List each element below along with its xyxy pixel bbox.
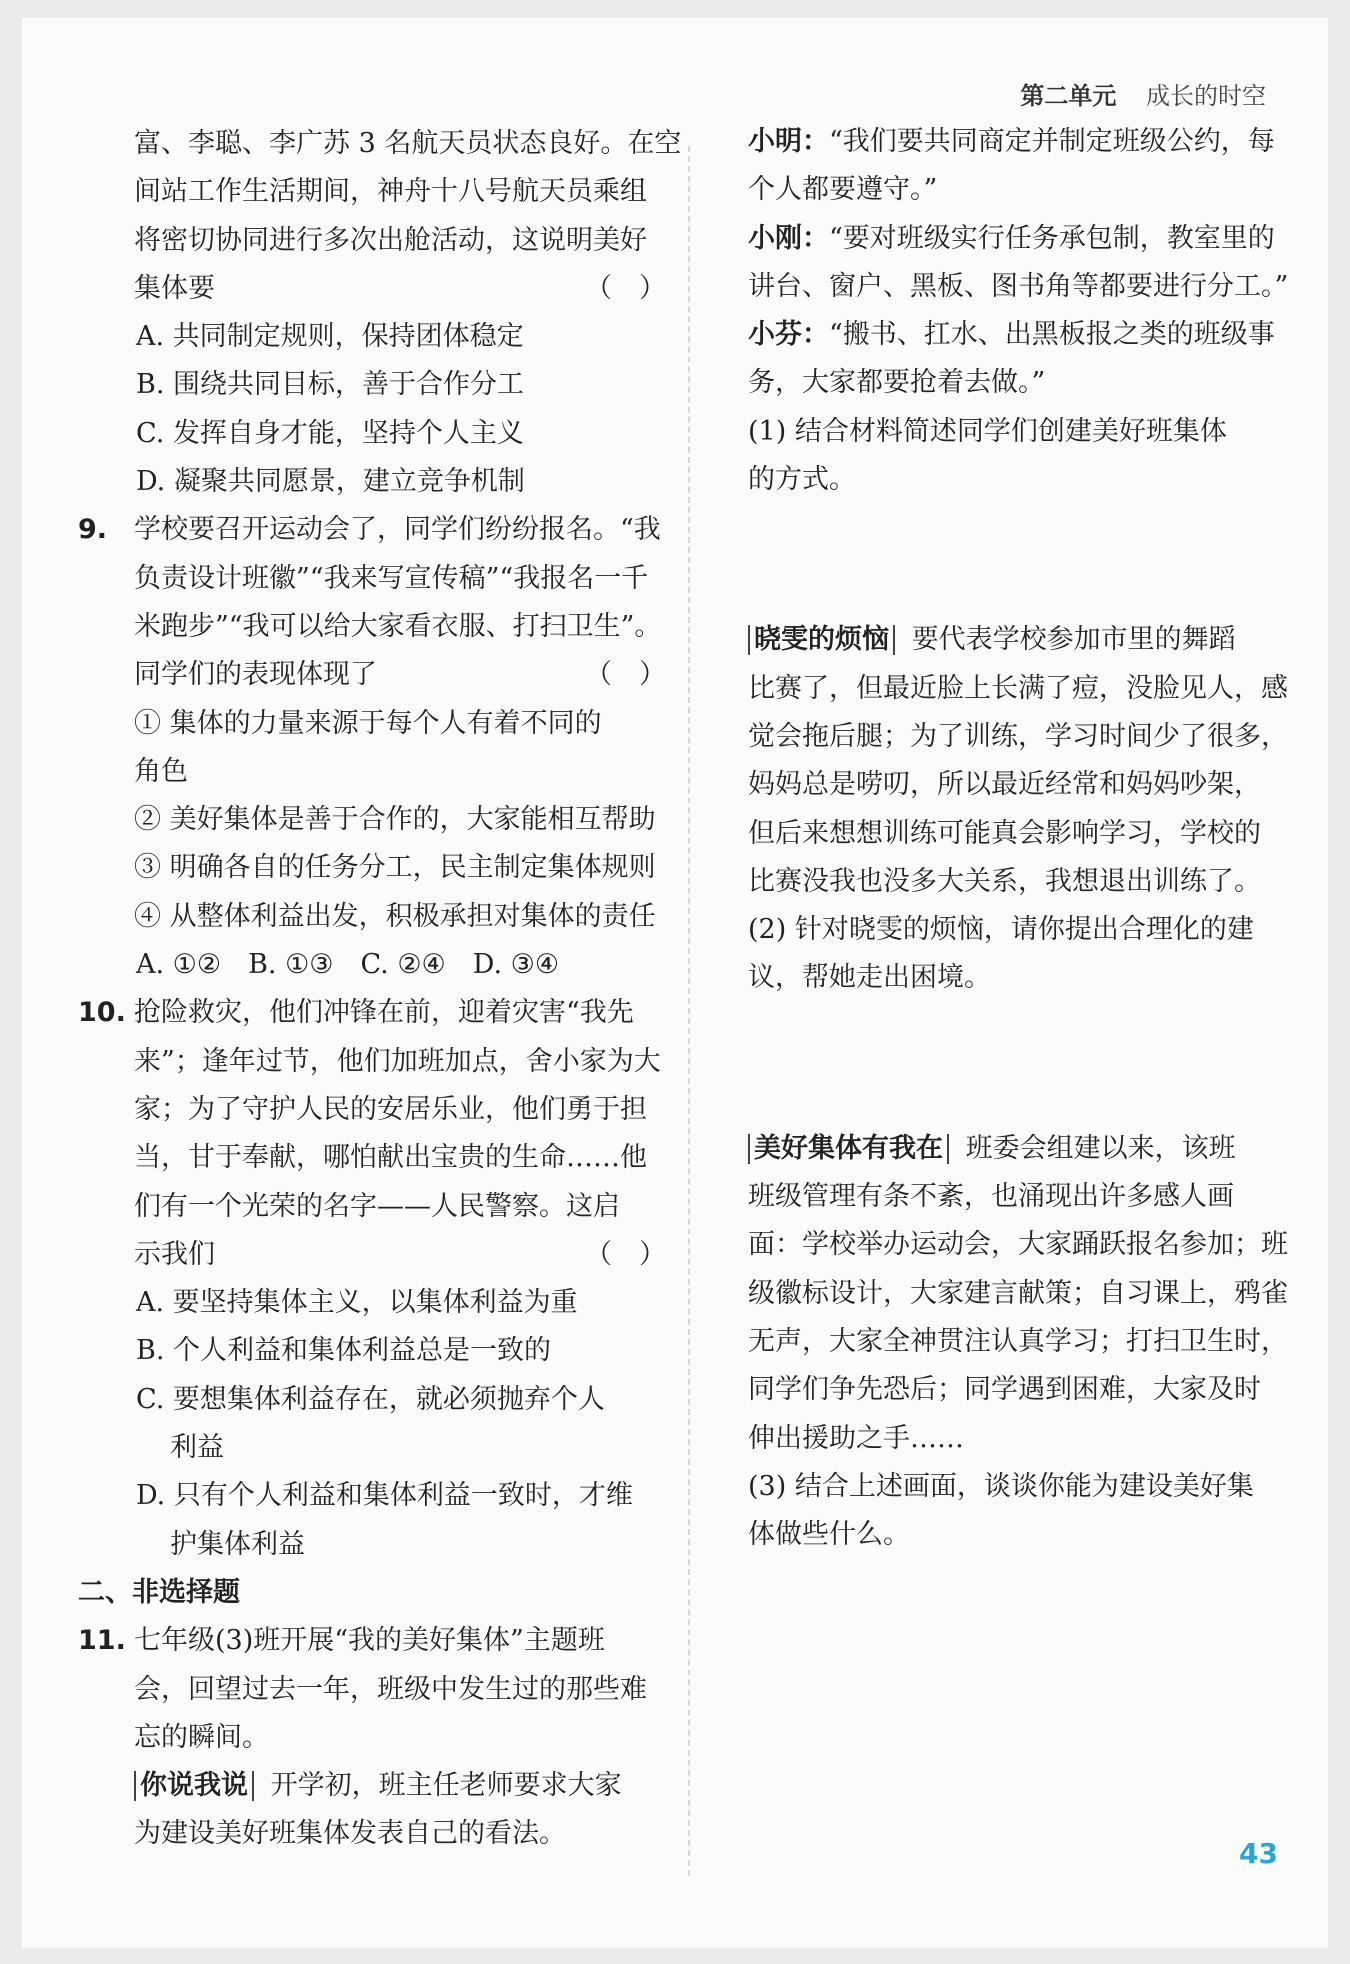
q8-line: 间站工作生活期间，神舟十八号航天员乘组 <box>134 176 647 208</box>
q9-statement: ① 集体的力量来源于每个人有着不同的 <box>134 707 602 739</box>
answer-parentheses[interactable]: （ ） <box>585 659 666 691</box>
q8-option-a: A. 共同制定规则，保持团体稳定 <box>136 321 524 353</box>
q10-option-c: C. 要想集体利益存在，就必须抛弃个人 <box>136 1383 605 1415</box>
sub-question-1: (1) 结合材料简述同学们创建美好班集体 <box>748 415 1227 447</box>
q9-line: 同学们的表现体现了 <box>134 659 377 691</box>
answer-parentheses[interactable]: （ ） <box>585 1238 666 1270</box>
q11-line: 忘的瞬间。 <box>134 1721 269 1753</box>
collective-text: 班委会组建以来，该班 <box>965 1132 1236 1164</box>
xiaowen-text: 但后来想想训练可能真会影响学习，学校的 <box>748 817 1261 849</box>
answer-space[interactable] <box>748 504 1293 616</box>
dialog-line <box>748 215 1293 263</box>
xiaowen-text: 妈妈总是唠叨，所以最近经常和妈妈吵架， <box>748 769 1261 801</box>
q10-line-first <box>78 989 666 1037</box>
xiaowen-block <box>748 616 1293 906</box>
section-tag-ni-shuo-wo-shuo: 你说我说 <box>134 1771 254 1801</box>
sub-question-3: (3) 结合上述画面，谈谈你能为建设美好集 <box>748 1470 1254 1502</box>
q10-line: 家；为了守护人民的安居乐业，他们勇于担 <box>134 1093 647 1125</box>
q10-line: 抢险救灾，他们冲锋在前，迎着灾害“我先 <box>134 997 634 1029</box>
sub-question-2: (2) 针对晓雯的烦恼，请你提出合理化的建 <box>748 914 1254 946</box>
q11-line: 会，回望过去一年，班级中发生过的那些难 <box>134 1673 647 1705</box>
section-tag-xiaowen: 晓雯的烦恼 <box>748 625 895 655</box>
dialog-text: “我们要共同商定并制定班级公约，每 <box>829 126 1275 157</box>
page-number: 43 <box>1239 1837 1278 1870</box>
q8-line-last <box>78 265 666 313</box>
collective-first-line <box>748 1125 1293 1173</box>
unit-title: 成长的时空 <box>1146 82 1266 110</box>
xiaowen-text: 觉会拖后腿；为了训练，学习时间少了很多， <box>748 720 1288 752</box>
q11-number: 11. <box>78 1625 126 1657</box>
q10-option-a: A. 要坚持集体主义，以集体利益为重 <box>136 1287 578 1319</box>
q8-line: 将密切协同进行多次出舱活动，这说明美好 <box>134 224 647 256</box>
q9-line-last <box>78 651 666 699</box>
q10-line-last <box>78 1231 666 1279</box>
q10-option-d: D. 只有个人利益和集体利益一致时，才维 <box>136 1480 633 1512</box>
dialog-text: 讲台、窗户、黑板、图书角等都要进行分工。” <box>748 270 1289 302</box>
q11-line-first <box>78 1617 666 1665</box>
xiaowen-text: 比赛没我也没多大关系，我想退出训练了。 <box>748 865 1261 897</box>
q10-line: 来”；逢年过节，他们加班加点，舍小家为大 <box>134 1045 661 1077</box>
q11-intro <box>78 1762 666 1810</box>
q8-option-b: B. 围绕共同目标，善于合作分工 <box>136 369 525 401</box>
answer-space[interactable] <box>748 1003 1293 1125</box>
collective-text: 同学们争先恐后；同学遇到困难，大家及时 <box>748 1374 1261 1406</box>
question-10 <box>78 989 666 1569</box>
collective-text: 面：学校举办运动会，大家踊跃报名参加；班 <box>748 1229 1288 1261</box>
dialog-text: “要对班级实行任务承包制，教室里的 <box>829 222 1275 254</box>
unit-label: 第二单元 <box>1020 82 1117 110</box>
xiaowen-first-line <box>748 616 1293 664</box>
question-9 <box>78 506 666 989</box>
q8-line: 集体要 <box>134 272 215 304</box>
left-column <box>78 120 682 1859</box>
q10-line: 示我们 <box>134 1238 215 1270</box>
q11-line: 七年级(3)班开展“我的美好集体”主题班 <box>134 1625 605 1657</box>
q9-statement: ④ 从整体利益出发，积极承担对集体的责任 <box>134 900 656 932</box>
sub-question-2-cont: 议，帮她走出困境。 <box>748 962 991 994</box>
sub-question-3-cont: 体做些什么。 <box>748 1519 910 1551</box>
q10-line: 当，甘于奉献，哪怕献出宝贵的生命……他 <box>134 1142 647 1174</box>
column-divider <box>688 146 690 1876</box>
q9-line: 负责设计班徽”“我来写宣传稿”“我报名一千 <box>134 562 649 594</box>
workbook-page <box>22 18 1328 1948</box>
collective-block <box>748 1125 1293 1463</box>
q10-option-d-cont: 护集体利益 <box>170 1528 305 1560</box>
right-column <box>748 118 1293 1559</box>
collective-text: 无声，大家全神贯注认真学习；打扫卫生时， <box>748 1325 1288 1357</box>
section-title: 二、非选择题 <box>78 1576 240 1608</box>
q9-line-first <box>78 506 666 554</box>
question-8 <box>78 120 682 506</box>
q9-line: 学校要召开运动会了，同学们纷纷报名。“我 <box>134 514 661 546</box>
q9-line: 米跑步”“我可以给大家看衣服、打扫卫生”。 <box>134 610 662 642</box>
dialog-text: “搬书、扛水、出黑板报之类的班级事 <box>829 319 1275 351</box>
dialog-line <box>748 118 1293 166</box>
q8-option-c: C. 发挥自身才能，坚持个人主义 <box>136 417 524 449</box>
collective-text: 伸出援助之手…… <box>748 1422 964 1454</box>
answer-parentheses[interactable]: （ ） <box>585 272 666 304</box>
q9-statement: 角色 <box>134 755 188 787</box>
q8-line: 富、李聪、李广苏 3 名航天员状态良好。在空 <box>134 128 682 159</box>
question-11 <box>78 1617 666 1858</box>
section-tag-collective: 美好集体有我在 <box>748 1134 949 1164</box>
page-header <box>1020 76 1266 111</box>
dialog-block <box>748 118 1293 408</box>
q10-option-b: B. 个人利益和集体利益总是一致的 <box>136 1335 552 1367</box>
q8-option-d: D. 凝聚共同愿景，建立竞争机制 <box>136 466 525 498</box>
xiaowen-text: 要代表学校参加市里的舞蹈 <box>911 624 1236 656</box>
speaker-name: 小芬： <box>748 319 829 351</box>
q10-line: 们有一个光荣的名字——人民警察。这启 <box>134 1190 620 1222</box>
sub-question-1-cont: 的方式。 <box>748 464 856 496</box>
collective-text: 级徽标设计，大家建言献策；自习课上，鸦雀 <box>748 1277 1288 1309</box>
dialog-line <box>748 311 1293 359</box>
dialog-text: 务，大家都要抢着去做。” <box>748 367 1046 399</box>
q9-statement: ③ 明确各自的任务分工，民主制定集体规则 <box>134 852 656 884</box>
q9-number: 9. <box>78 514 108 546</box>
speaker-name: 小明： <box>748 126 829 157</box>
q9-options: A. ①② B. ①③ C. ②④ D. ③④ <box>136 949 560 981</box>
dialog-text: 个人都要遵守。” <box>748 174 938 206</box>
q10-number: 10. <box>78 997 126 1029</box>
speaker-name: 小刚： <box>748 222 829 254</box>
xiaowen-text: 比赛了，但最近脸上长满了痘，没脸见人，感 <box>748 672 1288 704</box>
collective-text: 班级管理有条不紊，也涌现出许多感人画 <box>748 1181 1234 1213</box>
q9-statement: ② 美好集体是善于合作的，大家能相互帮助 <box>134 804 656 836</box>
q10-option-c-cont: 利益 <box>170 1432 224 1464</box>
q11-intro-text: 开学初，班主任老师要求大家 <box>270 1770 622 1802</box>
q11-intro-text: 为建设美好班集体发表自己的看法。 <box>134 1818 566 1850</box>
